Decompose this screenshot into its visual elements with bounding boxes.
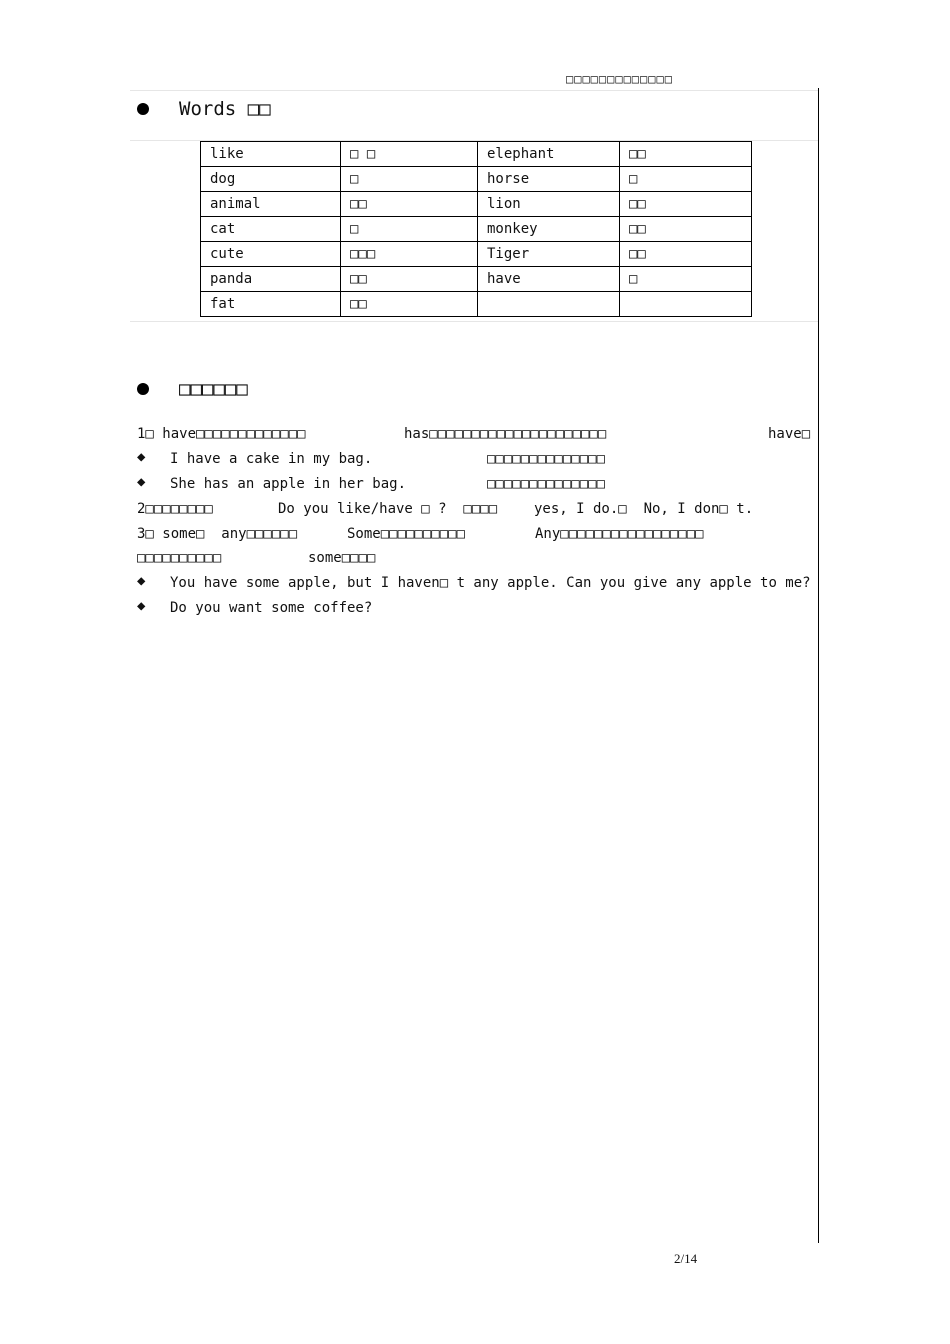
table-cell: cute: [201, 242, 341, 267]
diamond-icon: ◆: [137, 449, 146, 465]
grammar-point-2a: 2□□□□□□□□: [137, 501, 213, 517]
table-cell: horse: [478, 167, 620, 192]
table-cell: panda: [201, 267, 341, 292]
table-row: [201, 217, 752, 242]
example-1-translation: □□□□□□□□□□□□□□: [487, 451, 606, 467]
table-row: [201, 142, 752, 167]
table-cell: □ □: [341, 142, 478, 167]
table-cell: [478, 292, 620, 317]
table-row: [201, 292, 752, 317]
diamond-icon: ◆: [137, 474, 146, 490]
table-cell: □: [341, 167, 478, 192]
table-cell: □: [341, 217, 478, 242]
diamond-icon: ◆: [137, 573, 146, 589]
right-margin-line: [818, 88, 819, 1243]
table-cell: animal: [201, 192, 341, 217]
divider: [130, 90, 818, 91]
section-words-label: Words □□: [179, 98, 271, 120]
table-cell: fat: [201, 292, 341, 317]
grammar-point-3d: □□□□□□□□□□: [137, 550, 222, 566]
example-2-english: She has an apple in her bag.: [170, 476, 407, 492]
grammar-point-3c: Any□□□□□□□□□□□□□□□□□: [535, 526, 704, 542]
table-cell: □□: [620, 142, 752, 167]
section-grammar-label: □□□□□□: [179, 378, 248, 400]
example-3: You have some apple, but I haven□ t any apple. Can you give any apple to me?: [170, 575, 811, 591]
grammar-point-2b: Do you like/have □ ? □□□□: [278, 501, 498, 517]
grammar-point-3a: 3□ some□ any□□□□□□: [137, 526, 298, 542]
page-number: 2/14: [674, 1251, 698, 1266]
table-cell: elephant: [478, 142, 620, 167]
example-1-english: I have a cake in my bag.: [170, 451, 373, 467]
table-cell: □□: [341, 292, 478, 317]
table-row: [201, 267, 752, 292]
table-cell: □□: [341, 192, 478, 217]
grammar-point-3b: Some□□□□□□□□□□: [347, 526, 466, 542]
grammar-point-2c: yes, I do.□ No, I don□ t.: [534, 501, 754, 517]
grammar-point-1b: has□□□□□□□□□□□□□□□□□□□□□: [404, 426, 607, 442]
table-cell: □□□: [341, 242, 478, 267]
table-cell: □: [620, 167, 752, 192]
grammar-point-1c: have□: [768, 426, 811, 442]
table-row: [201, 192, 752, 217]
table-cell: Tiger: [478, 242, 620, 267]
grammar-point-1a: 1□ have□□□□□□□□□□□□□: [137, 426, 306, 442]
table-cell: monkey: [478, 217, 620, 242]
bullet-icon: [137, 103, 149, 115]
table-cell: □□: [620, 242, 752, 267]
table-cell: lion: [478, 192, 620, 217]
table-cell: cat: [201, 217, 341, 242]
table-cell: □: [620, 267, 752, 292]
table-cell: □□: [620, 217, 752, 242]
table-cell: like: [201, 142, 341, 167]
table-row: [201, 242, 752, 267]
words-table: [200, 141, 752, 317]
table-cell: dog: [201, 167, 341, 192]
table-cell: □□: [341, 267, 478, 292]
grammar-point-3e: some□□□□: [308, 550, 376, 566]
table-row: [201, 167, 752, 192]
example-2-translation: □□□□□□□□□□□□□□: [487, 476, 606, 492]
bullet-icon: [137, 383, 149, 395]
table-cell: [620, 292, 752, 317]
table-cell: □□: [620, 192, 752, 217]
diamond-icon: ◆: [137, 598, 146, 614]
section-grammar-heading: [137, 378, 248, 400]
running-header: □□□□□□□□□□□□□: [566, 72, 673, 86]
section-words-heading: [137, 98, 271, 120]
table-cell: have: [478, 267, 620, 292]
divider: [130, 321, 818, 322]
example-4: Do you want some coffee?: [170, 600, 373, 616]
